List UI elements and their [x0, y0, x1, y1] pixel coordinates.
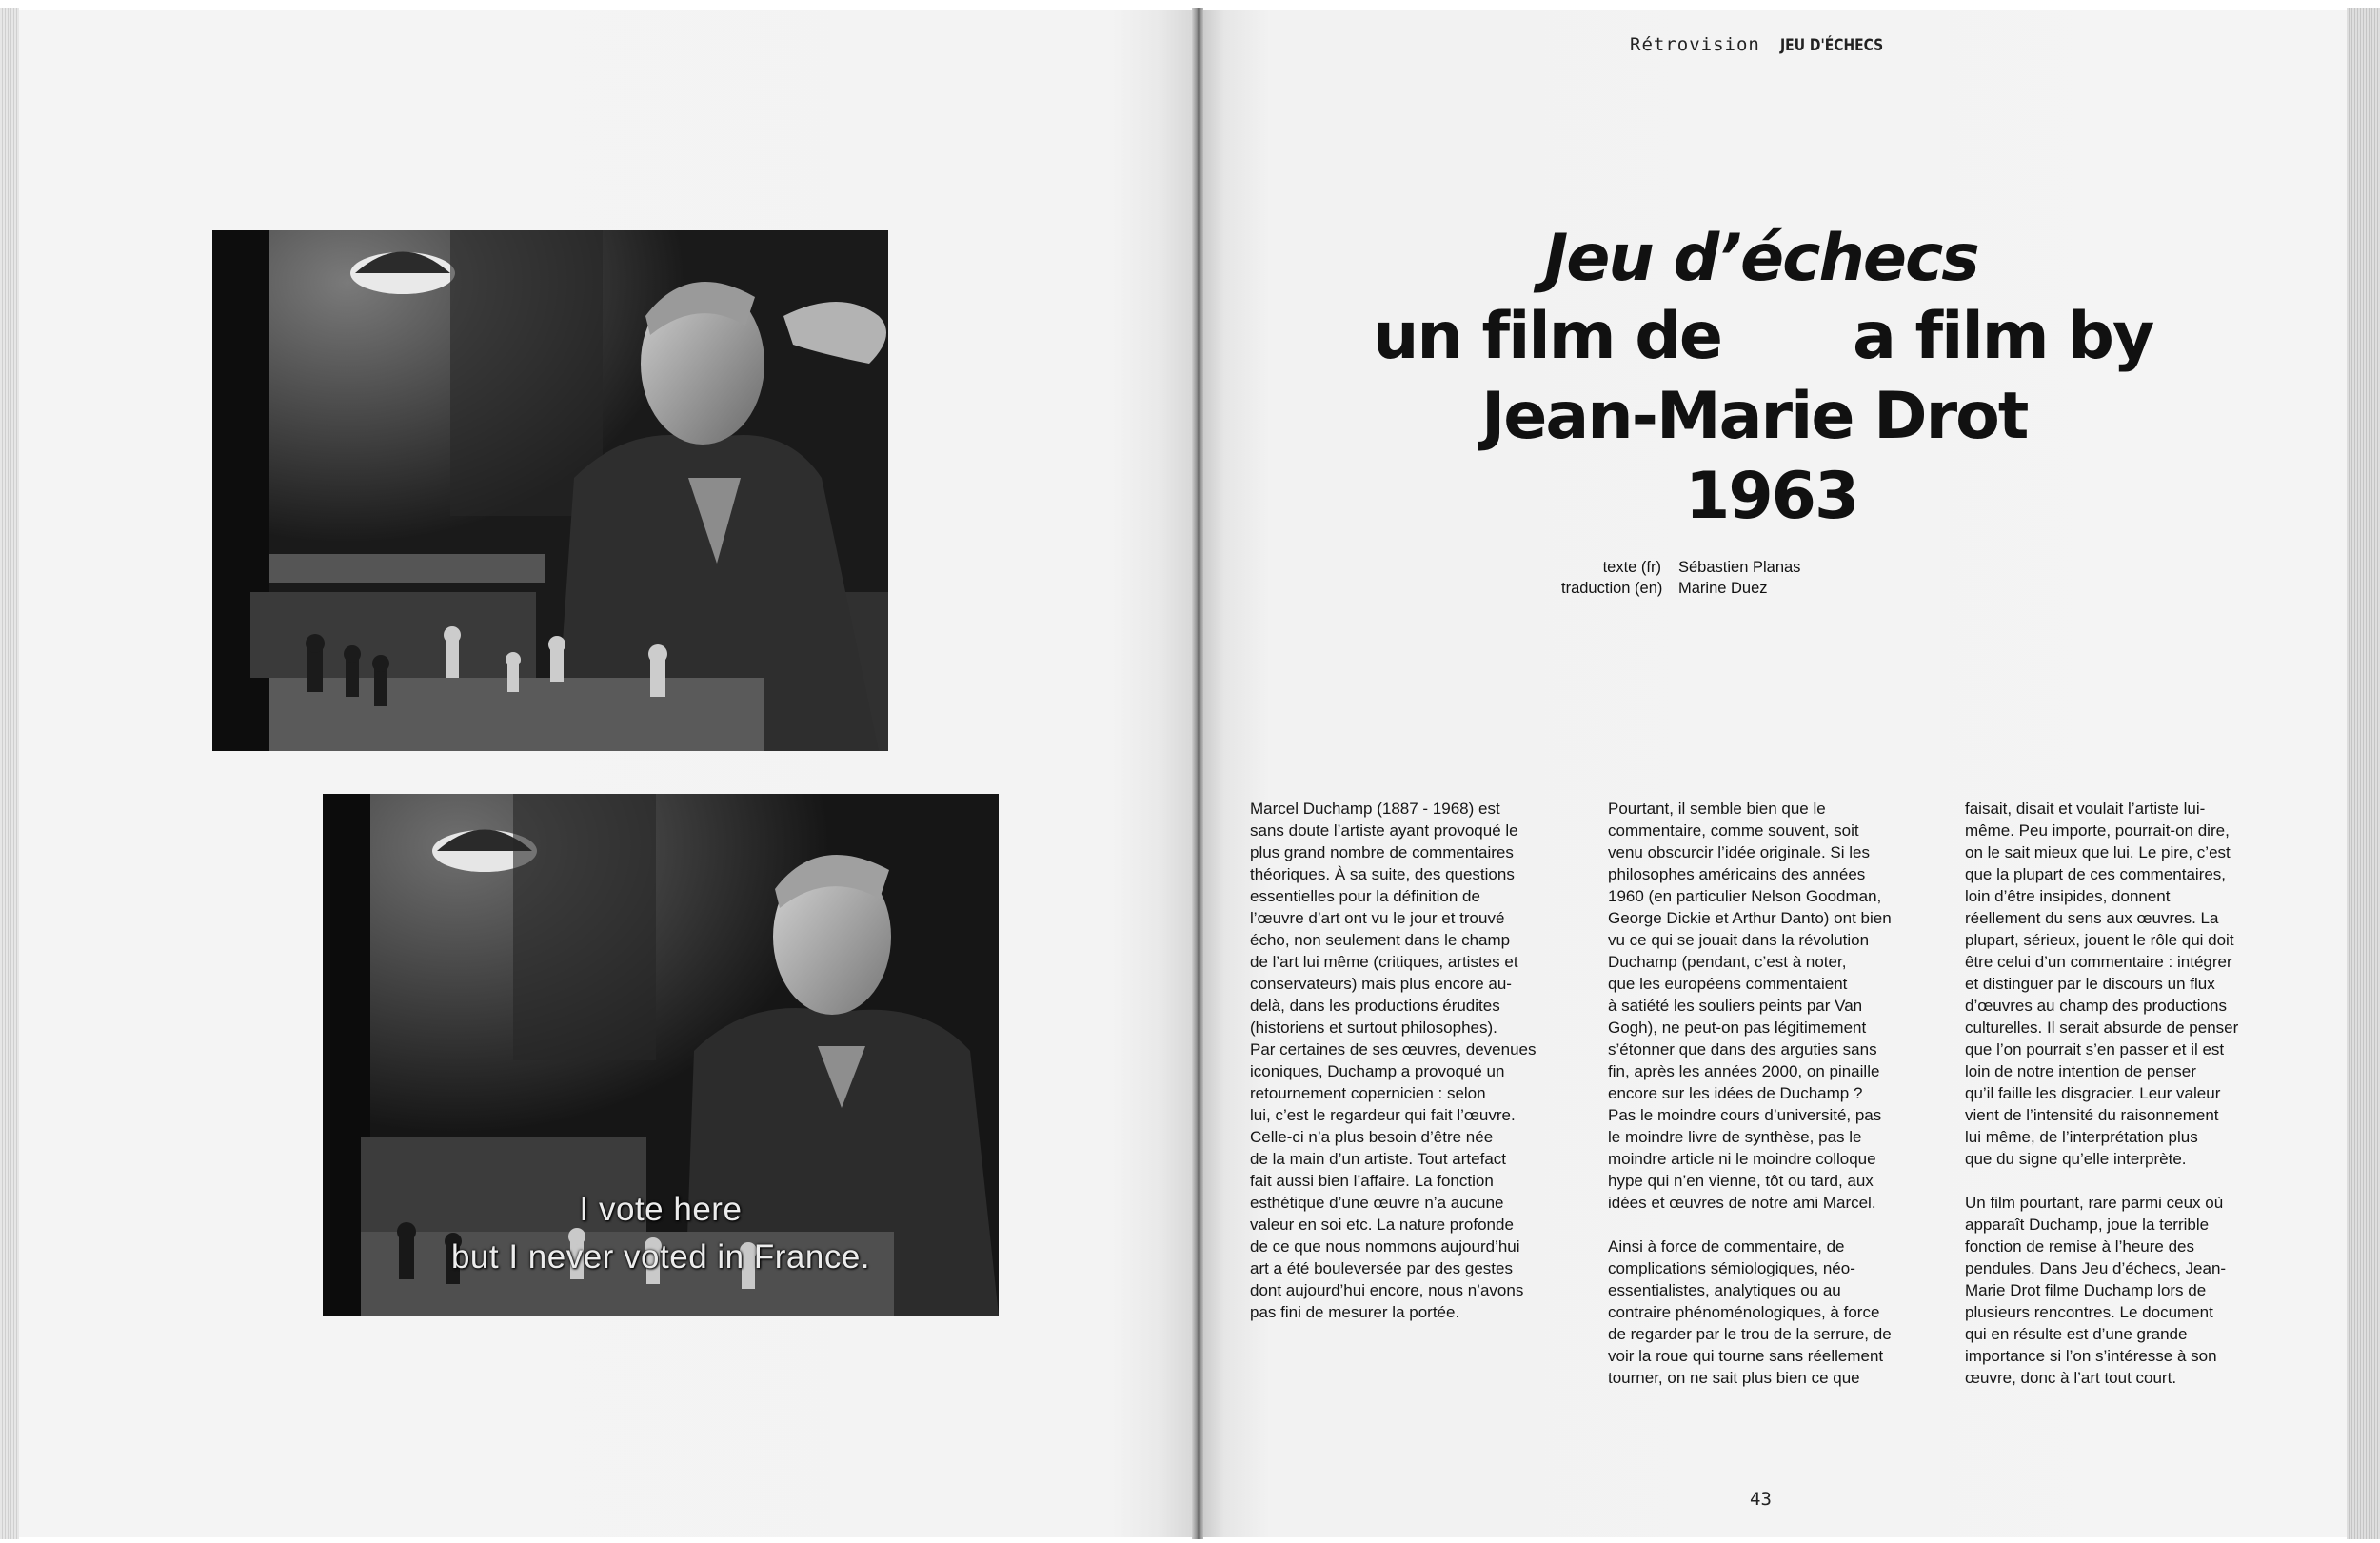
credit-text: [1561, 557, 1800, 578]
title-line-en: a film by: [1853, 299, 2153, 374]
paragraph: Pourtant, il semble bien que le commentaire, comme souvent, soit venu obscurcir l’idée originale. Si les philosophes américains des années 1960 (en particulier Nelson Goodman, George Dickie et Arthur Danto) ont bien vu ce qui se jouait dans la révolution Duchamp (pendant, c’est à noter, que les européens commentaient à satiété les souliers peints par Van Gogh), ne peut-on pas légitimement s’étonner que dans des arguties sans fin, après les années 2000, on pinaille encore sur les idées de Duchamp ? Pas le moindre cours d’université, pas le moindre livre de synthèse, pas le moindre article ni le moindre colloque hype qui n’en vienne, tôt ou tard, aux idées et œuvres de notre ami Marcel.: [1608, 800, 1892, 1212]
credit-role: traduction (en): [1561, 580, 1663, 597]
film-still-duchamp-smoking: [212, 230, 888, 751]
header-series: Rétrovision: [1630, 34, 1760, 55]
page-number: 43: [1750, 1489, 1772, 1510]
paragraph: Marcel Duchamp (1887 - 1968) est sans doute l’artiste ayant provoqué le plus grand nombre de commentaires théoriques. À sa suite, des questions essentielles pour la définition de l’œuvre d’art ont vu le jour et trouvé écho, non seulement dans le champ de l’art lui même (critiques, artistes et conservateurs) mais plus encore au- delà, dans les productions érudites (historiens et surtout philosophes). Par certaines de ses œuvres, devenues iconiques, Duchamp a provoqué un retournement copernicien : selon lui, c’est le regardeur qui fait l’œuvre. Celle-ci n’a plus besoin d’être née de la main d’un artiste. Tout artefact fait aussi bien l’affaire. La fonction esthétique d’une œuvre n’a aucune valeur en soi etc. La nature profonde de ce que nous nommons aujourd’hui art a été bouleversée par des gestes dont aujourd’hui encore, nous n’avons pas fini de mesurer la portée.: [1250, 800, 1537, 1321]
text-column-2: [1608, 798, 1922, 1389]
film-still-duchamp-subtitled: [323, 794, 999, 1316]
book-spine: [1192, 8, 1203, 1539]
page-edges-right: [2347, 8, 2380, 1539]
title-film-name: Jeu d’échecs: [1544, 221, 1978, 296]
title-year: 1963: [1685, 459, 1858, 534]
credit-name: Marine Duez: [1678, 580, 1768, 597]
credit-name: Sébastien Planas: [1678, 559, 1801, 576]
paragraph: faisait, disait et voulait l’artiste lui- même. Peu importe, pourrait-on dire, on le sait mieux que lui. Le pire, c’est que la plupart de ces commentaires, loin d’être insipides, donnent réellement du sens aux œuvres. La plupart, sérieux, jouent le rôle qui doit être celui d’un commentaire : intégrer et distinguer par le discours un flux d’œuvres au champ des productions culturelles. Il serait absurde de penser que l’on pourrait s’en passer et il est loin de notre intention de penser qu’il faille les disgracier. Leur valeur vient de l’intensité du raisonnement lui même, de l’interprétation plus que du signe qu’elle interprète.: [1965, 800, 2239, 1168]
text-column-1: [1250, 798, 1564, 1323]
title-director: Jean-Marie Drot: [1481, 379, 2028, 454]
text-column-3: [1965, 798, 2279, 1389]
credit-role: texte (fr): [1602, 559, 1661, 576]
running-header: [1630, 34, 1906, 56]
credit-translation: [1561, 578, 1768, 599]
paragraph: Un film pourtant, rare parmi ceux où apparaît Duchamp, joue la terrible fonction de remise à l’heure des pendules. Dans Jeu d’échecs, Jean- Marie Drot filme Duchamp lors de plusieurs rencontres. Le document qui en résulte est d’une grande importance si l’on s’intéresse à son œuvre, donc à l’art tout court.: [1965, 1194, 2227, 1387]
subtitle-line-1: I vote here: [579, 1191, 743, 1228]
page-edges-left: [0, 8, 19, 1539]
header-section: JEU D'ÉCHECS: [1780, 36, 1884, 55]
title-line-fr: un film de: [1373, 299, 1722, 374]
subtitle-line-2: but I never voted in France.: [450, 1238, 871, 1276]
paragraph: Ainsi à force de commentaire, de complications sémiologiques, néo- essentialistes, analytiques ou au contraire phénoménologiques, à force de regarder par le trou de la serrure, de voir la roue qui tourne sans réellement tourner, on ne sait plus bien ce que: [1608, 1237, 1892, 1387]
